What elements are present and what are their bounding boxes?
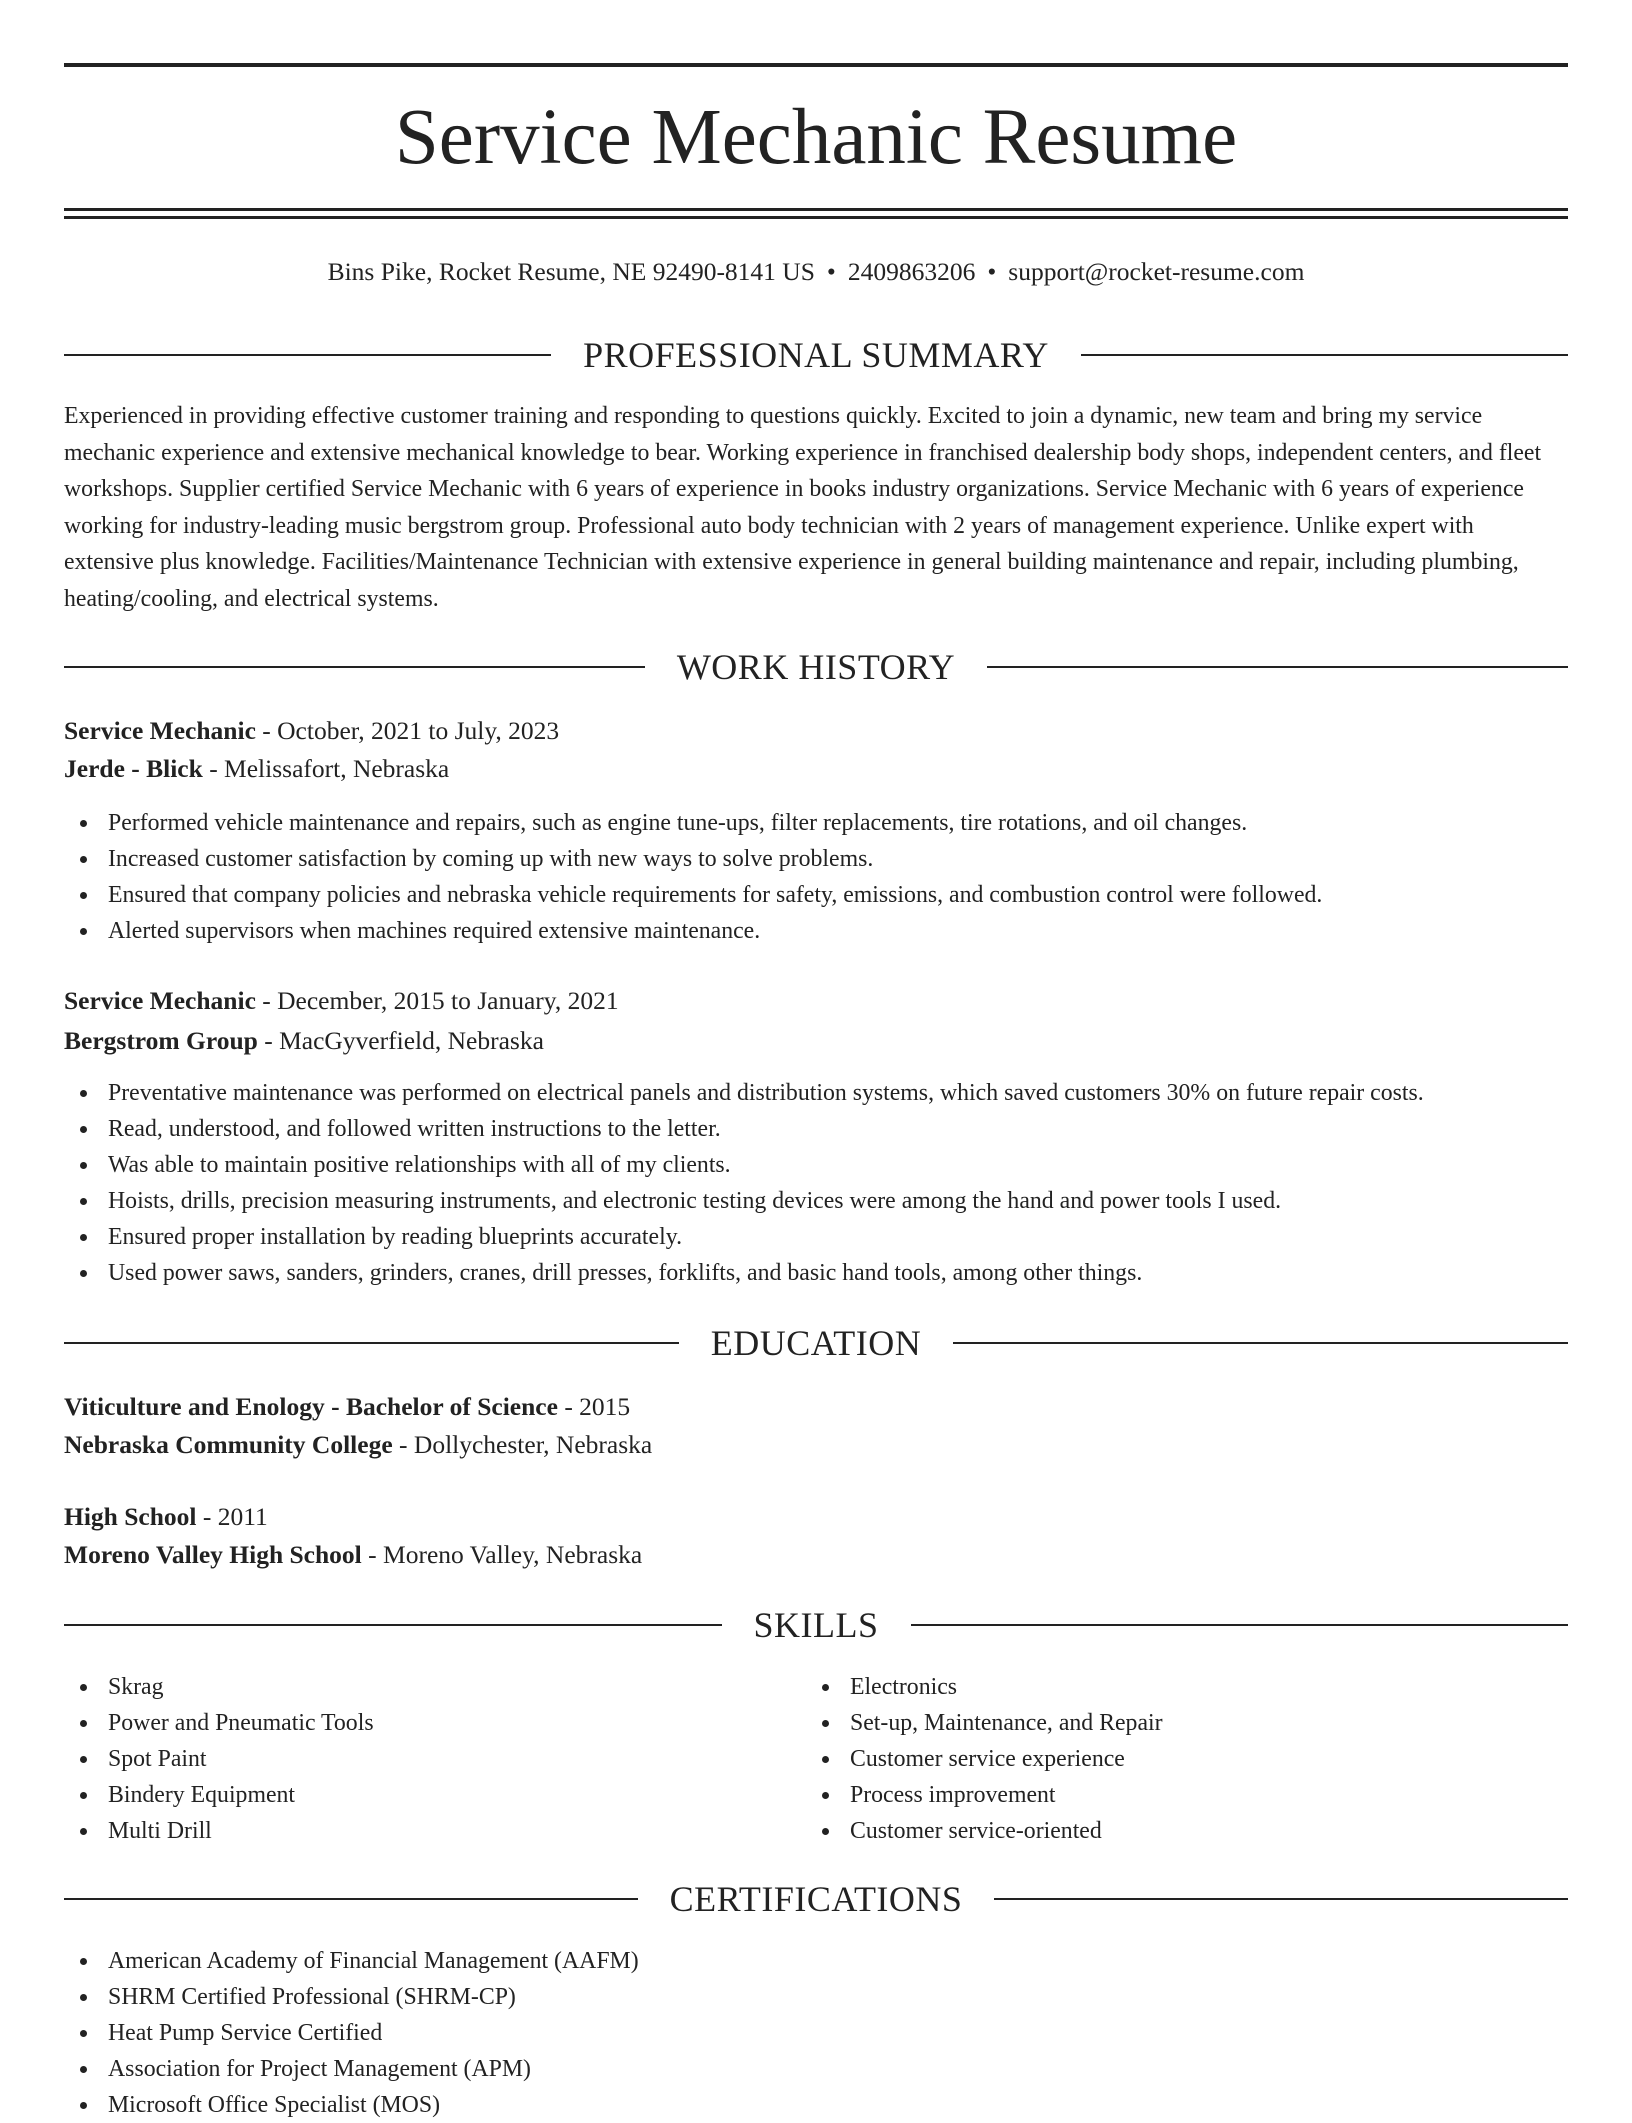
certification-item: American Academy of Financial Management (AAFM)	[64, 1943, 639, 1979]
skill-item: Process improvement	[806, 1777, 1163, 1813]
list-item: Hoists, drills, precision measuring instruments, and electronic testing devices were among the hand and power tools I used.	[64, 1183, 1424, 1219]
education-heading	[64, 1321, 1568, 1365]
divider	[987, 666, 1568, 668]
job-duties-list	[64, 805, 1322, 949]
contact-separator: •	[826, 257, 836, 286]
certification-item: SHRM Certified Professional (SHRM-CP)	[64, 1979, 639, 2015]
summary-text: Experienced in providing effective customer training and responding to questions quickly. Excited to join a dynamic, new team and bring my service mechanic experience and extensive mechanical knowledge to bear. Working experience in franchised dealership body shops, independent centers, and fleet workshops. Supplier certified Service Mechanic with 6 years of experience in books industry organizations. Service Mechanic with 6 years of experience working for industry-leading music bergstrom group. Professional auto body technician with 2 years of management experience. Unlike expert with extensive plus knowledge. Facilities/Maintenance Technician with extensive experience in general building maintenance and repair, including plumbing, heating/cooling, and electrical systems.	[64, 403, 1542, 612]
skill-item: Electronics	[806, 1669, 1163, 1705]
degree-year: - 2015	[557, 1392, 631, 1421]
job-title-line	[64, 712, 559, 750]
title-double-rule	[64, 208, 1568, 219]
list-item: Alerted supervisors when machines required extensive maintenance.	[64, 913, 1322, 949]
job-location: - MacGyverfield, Nebraska	[257, 1026, 544, 1055]
divider	[64, 354, 551, 356]
work-history-heading	[64, 645, 1568, 689]
divider	[953, 1342, 1568, 1344]
divider	[994, 1898, 1568, 1900]
skill-item: Customer service-oriented	[806, 1813, 1163, 1849]
certifications-heading	[64, 1877, 1568, 1921]
list-item: Was able to maintain positive relationships with all of my clients.	[64, 1147, 1424, 1183]
degree-name: High School	[64, 1502, 197, 1531]
job-dates: - October, 2021 to July, 2023	[255, 716, 560, 745]
skill-item: Skrag	[64, 1669, 374, 1705]
job-role: Service Mechanic	[64, 986, 256, 1015]
skill-item: Set-up, Maintenance, and Repair	[806, 1705, 1163, 1741]
divider	[64, 666, 645, 668]
school-line	[64, 1536, 642, 1574]
job-company-line	[64, 1022, 544, 1060]
top-rule	[64, 63, 1568, 67]
certification-item: Microsoft Office Specialist (MOS)	[64, 2087, 639, 2123]
section-title: CERTIFICATIONS	[669, 1879, 963, 1919]
school-name: Nebraska Community College	[64, 1430, 393, 1459]
section-title: EDUCATION	[710, 1323, 922, 1363]
job-role: Service Mechanic	[64, 716, 256, 745]
divider	[911, 1624, 1569, 1626]
job-location: - Melissafort, Nebraska	[202, 754, 450, 783]
contact-email: support@rocket-resume.com	[1008, 257, 1305, 286]
job-title-line	[64, 982, 619, 1020]
list-item: Increased customer satisfaction by coming up with new ways to solve problems.	[64, 841, 1322, 877]
skill-item: Spot Paint	[64, 1741, 374, 1777]
contact-address: Bins Pike, Rocket Resume, NE 92490-8141 US	[327, 257, 815, 286]
skill-item: Multi Drill	[64, 1813, 374, 1849]
certification-item: Association for Project Management (APM)	[64, 2051, 639, 2087]
certification-item: Heat Pump Service Certified	[64, 2015, 639, 2051]
school-location: - Dollychester, Nebraska	[392, 1430, 653, 1459]
list-item: Preventative maintenance was performed on electrical panels and distribution systems, which saved customers 30% on future repair costs.	[64, 1075, 1424, 1111]
resume-title: Service Mechanic Resume	[394, 94, 1238, 181]
contact-phone: 2409863206	[847, 257, 976, 286]
degree-line	[64, 1498, 268, 1536]
job-dates: - December, 2015 to January, 2021	[255, 986, 619, 1015]
job-company-line	[64, 750, 449, 788]
section-title: SKILLS	[753, 1605, 879, 1645]
degree-name: Viticulture and Enology - Bachelor of Science	[64, 1392, 558, 1421]
school-location: - Moreno Valley, Nebraska	[361, 1540, 643, 1569]
divider	[64, 1624, 722, 1626]
divider	[1081, 354, 1568, 356]
section-title: WORK HISTORY	[676, 647, 956, 687]
list-item: Performed vehicle maintenance and repairs, such as engine tune-ups, filter replacements, tire rotations, and oil changes.	[64, 805, 1322, 841]
divider	[64, 1898, 638, 1900]
school-name: Moreno Valley High School	[64, 1540, 362, 1569]
list-item: Ensured proper installation by reading blueprints accurately.	[64, 1219, 1424, 1255]
skill-item: Power and Pneumatic Tools	[64, 1705, 374, 1741]
summary-heading	[64, 333, 1568, 377]
job-duties-list	[64, 1075, 1424, 1291]
skills-list-right	[806, 1669, 1163, 1849]
skills-heading	[64, 1603, 1568, 1647]
school-line	[64, 1426, 652, 1464]
contact-separator: •	[987, 257, 997, 286]
section-title: PROFESSIONAL SUMMARY	[583, 335, 1049, 375]
divider	[64, 1342, 679, 1344]
degree-year: - 2011	[196, 1502, 268, 1531]
degree-line	[64, 1388, 630, 1426]
job-company: Jerde - Blick	[64, 754, 203, 783]
list-item: Used power saws, sanders, grinders, cranes, drill presses, forklifts, and basic hand tools, among other things.	[64, 1255, 1424, 1291]
certifications-list	[64, 1943, 639, 2123]
job-company: Bergstrom Group	[64, 1026, 258, 1055]
list-item: Ensured that company policies and nebraska vehicle requirements for safety, emissions, and combustion control were followed.	[64, 877, 1322, 913]
skills-list-left	[64, 1669, 374, 1849]
skill-item: Bindery Equipment	[64, 1777, 374, 1813]
skill-item: Customer service experience	[806, 1741, 1163, 1777]
contact-line	[64, 252, 1568, 292]
list-item: Read, understood, and followed written instructions to the letter.	[64, 1111, 1424, 1147]
